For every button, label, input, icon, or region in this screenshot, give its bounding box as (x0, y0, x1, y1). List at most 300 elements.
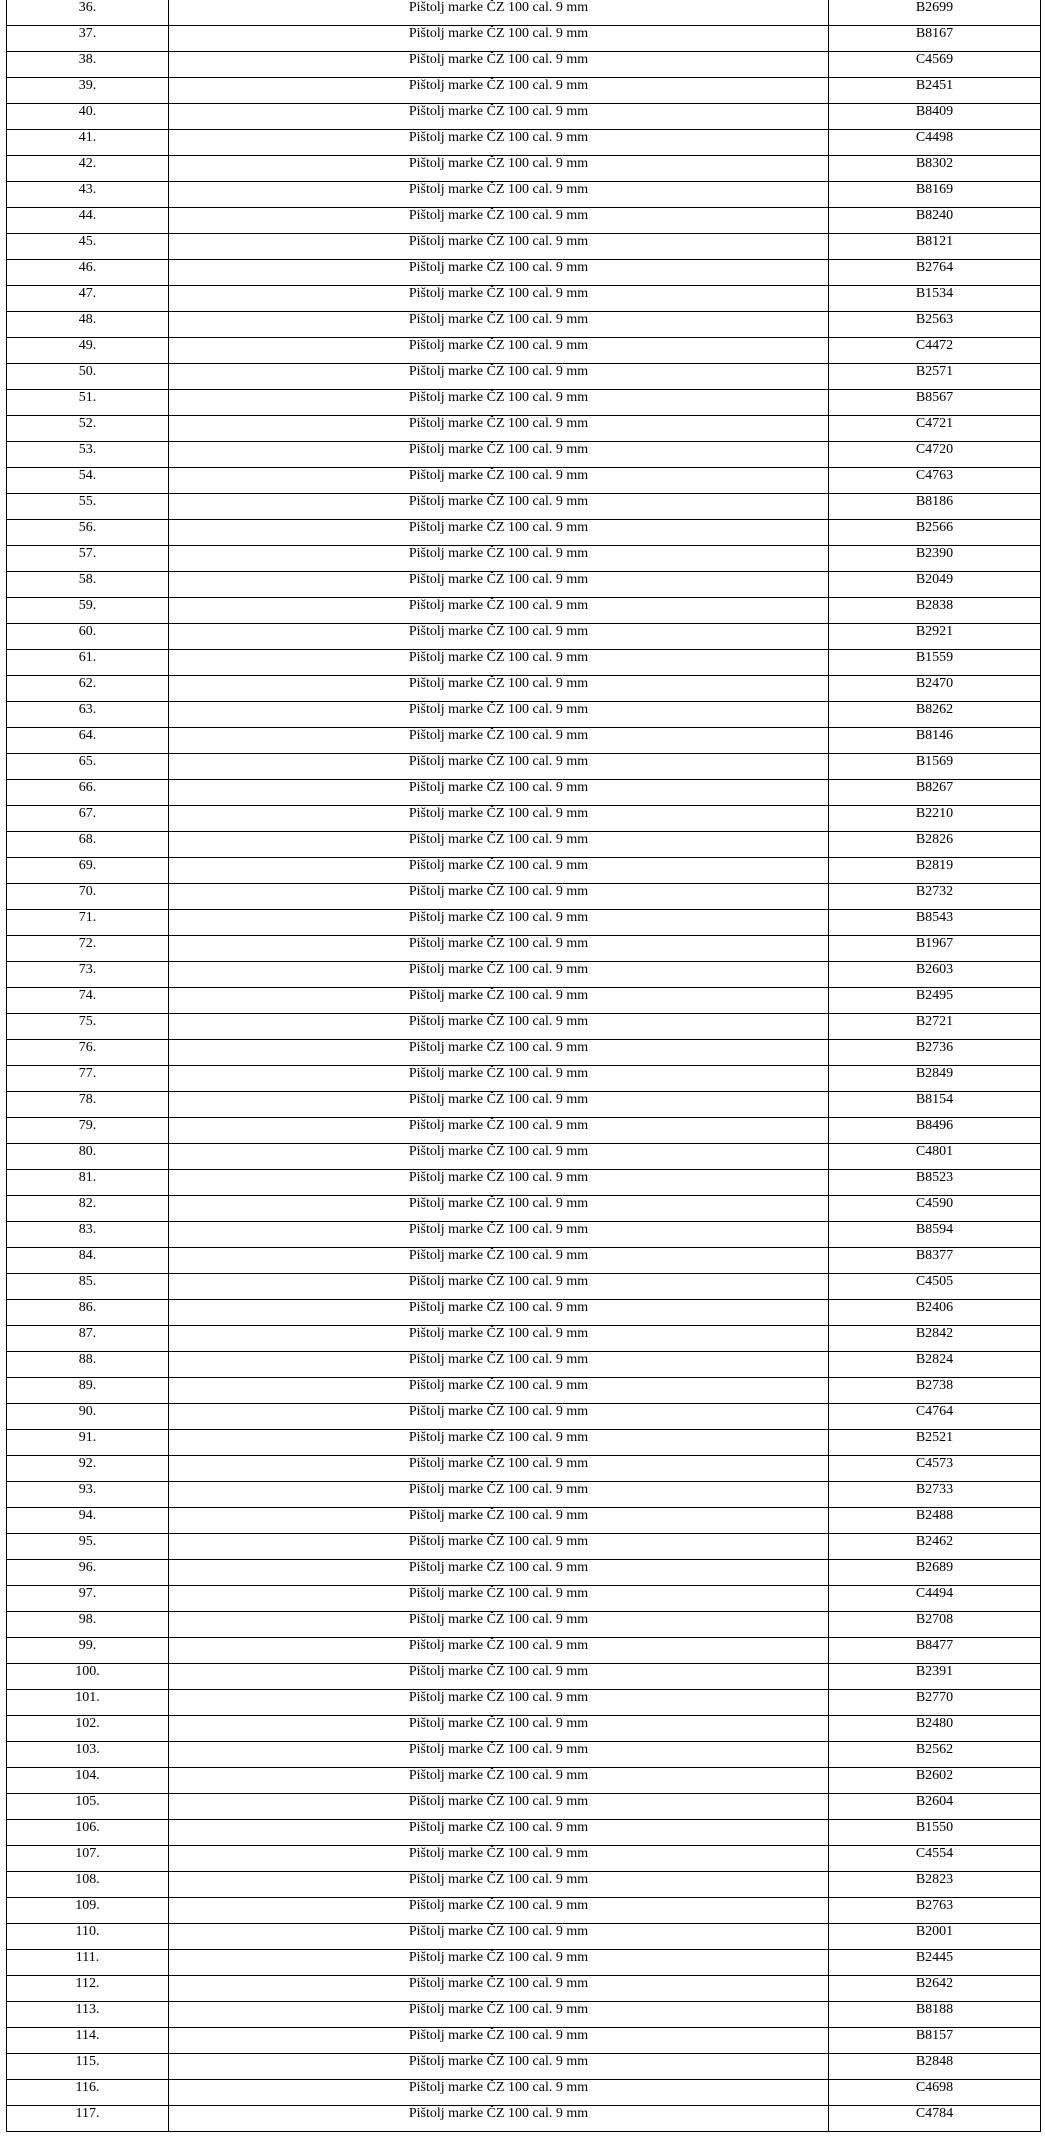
row-number-text: 103. (75, 1742, 100, 1757)
row-number-cell (7, 1430, 169, 1456)
serial-number-cell (829, 780, 1041, 806)
row-number-cell (7, 1950, 169, 1976)
table-row (7, 676, 1041, 702)
serial-number-text: B8594 (915, 1222, 954, 1237)
item-description-cell (169, 390, 829, 416)
serial-number-cell (829, 702, 1041, 728)
serial-number-text: B2049 (915, 572, 954, 587)
row-number-text: 75. (78, 1014, 97, 1029)
serial-number-cell (829, 52, 1041, 78)
serial-number-cell (829, 0, 1041, 26)
serial-number-text: B2462 (915, 1534, 954, 1549)
table-row (7, 338, 1041, 364)
serial-number-text: B8188 (915, 2002, 954, 2017)
row-number-cell (7, 754, 169, 780)
serial-number-cell (829, 182, 1041, 208)
serial-number-text: B2571 (915, 364, 954, 379)
item-description-cell (169, 1352, 829, 1378)
row-number-cell (7, 2106, 169, 2132)
row-number-cell (7, 468, 169, 494)
item-description-cell (169, 1456, 829, 1482)
item-description-cell (169, 546, 829, 572)
row-number-cell (7, 1820, 169, 1846)
item-description-cell (169, 1170, 829, 1196)
serial-number-cell (829, 1326, 1041, 1352)
table-row (7, 2054, 1041, 2080)
row-number-text: 91. (78, 1430, 97, 1445)
item-description-cell (169, 78, 829, 104)
serial-number-cell (829, 2106, 1041, 2132)
serial-number-cell (829, 390, 1041, 416)
row-number-cell (7, 1118, 169, 1144)
item-description-text: Pištolj marke ČZ 100 cal. 9 mm (408, 1924, 589, 1939)
serial-number-cell (829, 1404, 1041, 1430)
item-description-text: Pištolj marke ČZ 100 cal. 9 mm (408, 338, 589, 353)
serial-number-text: B2764 (915, 260, 954, 275)
serial-number-text: B2210 (915, 806, 954, 821)
serial-number-cell (829, 936, 1041, 962)
table-row (7, 988, 1041, 1014)
item-description-cell (169, 832, 829, 858)
row-number-cell (7, 26, 169, 52)
serial-number-cell (829, 988, 1041, 1014)
item-description-text: Pištolj marke ČZ 100 cal. 9 mm (408, 1716, 589, 1731)
row-number-text: 95. (78, 1534, 97, 1549)
row-number-cell (7, 234, 169, 260)
row-number-text: 58. (78, 572, 97, 587)
item-description-text: Pištolj marke ČZ 100 cal. 9 mm (408, 1248, 589, 1263)
row-number-text: 78. (78, 1092, 97, 1107)
serial-number-cell (829, 286, 1041, 312)
row-number-cell (7, 1690, 169, 1716)
weapons-table (6, 0, 1041, 2132)
item-description-text: Pištolj marke ČZ 100 cal. 9 mm (408, 1300, 589, 1315)
serial-number-cell (829, 1040, 1041, 1066)
item-description-text: Pištolj marke ČZ 100 cal. 9 mm (408, 1612, 589, 1627)
item-description-cell (169, 858, 829, 884)
serial-number-text: B8523 (915, 1170, 954, 1185)
item-description-text: Pištolj marke ČZ 100 cal. 9 mm (408, 1378, 589, 1393)
serial-number-text: B2848 (915, 2054, 954, 2069)
serial-number-cell (829, 1716, 1041, 1742)
table-row (7, 156, 1041, 182)
table-row (7, 1534, 1041, 1560)
item-description-text: Pištolj marke ČZ 100 cal. 9 mm (408, 910, 589, 925)
serial-number-text: B2406 (915, 1300, 954, 1315)
item-description-cell (169, 1378, 829, 1404)
item-description-cell (169, 962, 829, 988)
table-row (7, 884, 1041, 910)
item-description-text: Pištolj marke ČZ 100 cal. 9 mm (408, 182, 589, 197)
item-description-text: Pištolj marke ČZ 100 cal. 9 mm (408, 1144, 589, 1159)
row-number-text: 59. (78, 598, 97, 613)
item-description-text: Pištolj marke ČZ 100 cal. 9 mm (408, 208, 589, 223)
serial-number-cell (829, 572, 1041, 598)
row-number-cell (7, 1586, 169, 1612)
row-number-cell (7, 494, 169, 520)
serial-number-text: C4554 (915, 1846, 954, 1861)
serial-number-cell (829, 1950, 1041, 1976)
item-description-cell (169, 286, 829, 312)
row-number-text: 79. (78, 1118, 97, 1133)
row-number-text: 49. (78, 338, 97, 353)
serial-number-text: B1550 (915, 1820, 954, 1835)
item-description-cell (169, 1820, 829, 1846)
row-number-cell (7, 1144, 169, 1170)
item-description-cell (169, 2106, 829, 2132)
serial-number-cell (829, 416, 1041, 442)
table-row (7, 1872, 1041, 1898)
table-row (7, 0, 1041, 26)
row-number-text: 57. (78, 546, 97, 561)
item-description-text: Pištolj marke ČZ 100 cal. 9 mm (408, 1196, 589, 1211)
serial-number-text: B2824 (915, 1352, 954, 1367)
item-description-cell (169, 1274, 829, 1300)
item-description-cell (169, 2002, 829, 2028)
row-number-cell (7, 910, 169, 936)
table-row (7, 858, 1041, 884)
serial-number-cell (829, 234, 1041, 260)
item-description-cell (169, 1534, 829, 1560)
row-number-text: 65. (78, 754, 97, 769)
row-number-text: 43. (78, 182, 97, 197)
table-row (7, 260, 1041, 286)
row-number-cell (7, 1274, 169, 1300)
serial-number-text: B2738 (915, 1378, 954, 1393)
item-description-cell (169, 1092, 829, 1118)
table-row (7, 52, 1041, 78)
row-number-cell (7, 1300, 169, 1326)
row-number-cell (7, 1404, 169, 1430)
table-row (7, 286, 1041, 312)
row-number-cell (7, 1560, 169, 1586)
item-description-text: Pištolj marke ČZ 100 cal. 9 mm (408, 624, 589, 639)
table-row (7, 234, 1041, 260)
row-number-cell (7, 1612, 169, 1638)
serial-number-text: B8409 (915, 104, 954, 119)
row-number-text: 89. (78, 1378, 97, 1393)
item-description-cell (169, 1300, 829, 1326)
serial-number-text: B2689 (915, 1560, 954, 1575)
table-row (7, 728, 1041, 754)
serial-number-text: B8496 (915, 1118, 954, 1133)
table-row (7, 1352, 1041, 1378)
item-description-cell (169, 130, 829, 156)
table-row (7, 1664, 1041, 1690)
row-number-text: 53. (78, 442, 97, 457)
row-number-text: 63. (78, 702, 97, 717)
item-description-cell (169, 1716, 829, 1742)
item-description-text: Pištolj marke ČZ 100 cal. 9 mm (408, 1482, 589, 1497)
item-description-text: Pištolj marke ČZ 100 cal. 9 mm (408, 676, 589, 691)
table-row (7, 1794, 1041, 1820)
item-description-cell (169, 26, 829, 52)
serial-number-cell (829, 1222, 1041, 1248)
item-description-text: Pištolj marke ČZ 100 cal. 9 mm (408, 1274, 589, 1289)
table-row (7, 572, 1041, 598)
serial-number-cell (829, 1144, 1041, 1170)
serial-number-text: B1534 (915, 286, 954, 301)
row-number-text: 48. (78, 312, 97, 327)
row-number-cell (7, 1248, 169, 1274)
item-description-text: Pištolj marke ČZ 100 cal. 9 mm (408, 2054, 589, 2069)
row-number-text: 102. (75, 1716, 100, 1731)
serial-number-cell (829, 260, 1041, 286)
serial-number-text: B2445 (915, 1950, 954, 1965)
row-number-cell (7, 884, 169, 910)
table-row (7, 1586, 1041, 1612)
row-number-text: 67. (78, 806, 97, 821)
serial-number-cell (829, 2028, 1041, 2054)
item-description-text: Pištolj marke ČZ 100 cal. 9 mm (408, 0, 589, 15)
serial-number-cell (829, 1170, 1041, 1196)
item-description-text: Pištolj marke ČZ 100 cal. 9 mm (408, 1586, 589, 1601)
serial-number-text: B8186 (915, 494, 954, 509)
table-row (7, 182, 1041, 208)
serial-number-text: C4764 (915, 1404, 954, 1419)
item-description-cell (169, 1950, 829, 1976)
row-number-cell (7, 832, 169, 858)
table-row (7, 910, 1041, 936)
item-description-cell (169, 1664, 829, 1690)
item-description-cell (169, 572, 829, 598)
row-number-cell (7, 676, 169, 702)
row-number-text: 51. (78, 390, 97, 405)
row-number-text: 81. (78, 1170, 97, 1185)
table-row (7, 546, 1041, 572)
serial-number-text: C4720 (915, 442, 954, 457)
item-description-cell (169, 1482, 829, 1508)
row-number-text: 44. (78, 208, 97, 223)
row-number-cell (7, 1040, 169, 1066)
serial-number-text: B8240 (915, 208, 954, 223)
serial-number-cell (829, 1534, 1041, 1560)
table-row (7, 1170, 1041, 1196)
table-row (7, 1612, 1041, 1638)
item-description-cell (169, 988, 829, 1014)
serial-number-text: B8167 (915, 26, 954, 41)
serial-number-text: B2521 (915, 1430, 954, 1445)
serial-number-text: B2736 (915, 1040, 954, 1055)
row-number-cell (7, 1768, 169, 1794)
serial-number-cell (829, 1482, 1041, 1508)
serial-number-cell (829, 624, 1041, 650)
item-description-text: Pištolj marke ČZ 100 cal. 9 mm (408, 1950, 589, 1965)
item-description-cell (169, 1612, 829, 1638)
item-description-cell (169, 1924, 829, 1950)
row-number-cell (7, 1378, 169, 1404)
row-number-cell (7, 1092, 169, 1118)
table-row (7, 1690, 1041, 1716)
table-row (7, 754, 1041, 780)
serial-number-cell (829, 78, 1041, 104)
serial-number-cell (829, 1092, 1041, 1118)
serial-number-cell (829, 1690, 1041, 1716)
table-row (7, 806, 1041, 832)
table-row (7, 1196, 1041, 1222)
row-number-text: 111. (75, 1950, 100, 1965)
item-description-text: Pištolj marke ČZ 100 cal. 9 mm (408, 1820, 589, 1835)
item-description-cell (169, 702, 829, 728)
item-description-text: Pištolj marke ČZ 100 cal. 9 mm (408, 52, 589, 67)
serial-number-cell (829, 1638, 1041, 1664)
table-row (7, 1820, 1041, 1846)
row-number-cell (7, 650, 169, 676)
serial-number-cell (829, 1820, 1041, 1846)
row-number-text: 104. (75, 1768, 100, 1783)
serial-number-cell (829, 1664, 1041, 1690)
serial-number-text: B2495 (915, 988, 954, 1003)
serial-number-text: B2763 (915, 1898, 954, 1913)
table-row (7, 2106, 1041, 2132)
row-number-text: 73. (78, 962, 97, 977)
serial-number-cell (829, 1378, 1041, 1404)
item-description-text: Pištolj marke ČZ 100 cal. 9 mm (408, 78, 589, 93)
table-row (7, 1378, 1041, 1404)
serial-number-text: C4472 (915, 338, 954, 353)
item-description-cell (169, 260, 829, 286)
row-number-cell (7, 1976, 169, 2002)
item-description-cell (169, 52, 829, 78)
serial-number-cell (829, 1612, 1041, 1638)
item-description-text: Pištolj marke ČZ 100 cal. 9 mm (408, 1560, 589, 1575)
table-row (7, 26, 1041, 52)
row-number-text: 47. (78, 286, 97, 301)
serial-number-cell (829, 1508, 1041, 1534)
row-number-cell (7, 728, 169, 754)
table-row (7, 598, 1041, 624)
row-number-cell (7, 572, 169, 598)
serial-number-text: C4573 (915, 1456, 954, 1471)
row-number-text: 56. (78, 520, 97, 535)
row-number-cell (7, 1066, 169, 1092)
serial-number-cell (829, 1768, 1041, 1794)
item-description-text: Pištolj marke ČZ 100 cal. 9 mm (408, 104, 589, 119)
row-number-text: 116. (75, 2080, 100, 2095)
item-description-cell (169, 1768, 829, 1794)
row-number-text: 52. (78, 416, 97, 431)
table-row (7, 104, 1041, 130)
table-row (7, 936, 1041, 962)
row-number-cell (7, 1846, 169, 1872)
item-description-text: Pištolj marke ČZ 100 cal. 9 mm (408, 1456, 589, 1471)
serial-number-text: B2470 (915, 676, 954, 691)
item-description-text: Pištolj marke ČZ 100 cal. 9 mm (408, 1118, 589, 1133)
item-description-cell (169, 364, 829, 390)
row-number-text: 117. (75, 2106, 100, 2121)
item-description-text: Pištolj marke ČZ 100 cal. 9 mm (408, 1430, 589, 1445)
serial-number-text: B8267 (915, 780, 954, 795)
table-row (7, 1118, 1041, 1144)
table-row (7, 1274, 1041, 1300)
table-row (7, 1716, 1041, 1742)
serial-number-cell (829, 598, 1041, 624)
serial-number-cell (829, 104, 1041, 130)
row-number-cell (7, 130, 169, 156)
item-description-text: Pištolj marke ČZ 100 cal. 9 mm (408, 442, 589, 457)
item-description-text: Pištolj marke ČZ 100 cal. 9 mm (408, 728, 589, 743)
serial-number-cell (829, 2080, 1041, 2106)
item-description-text: Pištolj marke ČZ 100 cal. 9 mm (408, 494, 589, 509)
serial-number-cell (829, 1430, 1041, 1456)
row-number-text: 90. (78, 1404, 97, 1419)
item-description-text: Pištolj marke ČZ 100 cal. 9 mm (408, 1014, 589, 1029)
item-description-cell (169, 1742, 829, 1768)
row-number-text: 82. (78, 1196, 97, 1211)
table-row (7, 780, 1041, 806)
item-description-text: Pištolj marke ČZ 100 cal. 9 mm (408, 1326, 589, 1341)
table-row (7, 416, 1041, 442)
row-number-text: 84. (78, 1248, 97, 1263)
item-description-cell (169, 1586, 829, 1612)
serial-number-cell (829, 962, 1041, 988)
item-description-cell (169, 1040, 829, 1066)
item-description-cell (169, 1144, 829, 1170)
item-description-cell (169, 1404, 829, 1430)
row-number-text: 86. (78, 1300, 97, 1315)
item-description-cell (169, 104, 829, 130)
item-description-cell (169, 1222, 829, 1248)
row-number-cell (7, 78, 169, 104)
row-number-text: 64. (78, 728, 97, 743)
serial-number-text: C4494 (915, 1586, 954, 1601)
row-number-cell (7, 1014, 169, 1040)
item-description-cell (169, 754, 829, 780)
item-description-text: Pištolj marke ČZ 100 cal. 9 mm (408, 832, 589, 847)
row-number-cell (7, 2054, 169, 2080)
serial-number-text: B8146 (915, 728, 954, 743)
item-description-text: Pištolj marke ČZ 100 cal. 9 mm (408, 1690, 589, 1705)
row-number-text: 115. (75, 2054, 100, 2069)
serial-number-cell (829, 728, 1041, 754)
serial-number-cell (829, 338, 1041, 364)
table-row (7, 1846, 1041, 1872)
item-description-cell (169, 884, 829, 910)
item-description-cell (169, 182, 829, 208)
row-number-cell (7, 286, 169, 312)
row-number-text: 74. (78, 988, 97, 1003)
serial-number-text: B2488 (915, 1508, 954, 1523)
row-number-cell (7, 520, 169, 546)
table-row (7, 468, 1041, 494)
row-number-cell (7, 156, 169, 182)
row-number-text: 112. (75, 1976, 100, 1991)
serial-number-text: B2732 (915, 884, 954, 899)
row-number-text: 72. (78, 936, 97, 951)
serial-number-text: C4784 (915, 2106, 954, 2121)
serial-number-cell (829, 1586, 1041, 1612)
serial-number-cell (829, 546, 1041, 572)
serial-number-text: B2390 (915, 546, 954, 561)
item-description-cell (169, 1690, 829, 1716)
row-number-cell (7, 2028, 169, 2054)
row-number-cell (7, 1872, 169, 1898)
item-description-text: Pištolj marke ČZ 100 cal. 9 mm (408, 1794, 589, 1809)
row-number-cell (7, 624, 169, 650)
serial-number-cell (829, 1300, 1041, 1326)
item-description-text: Pištolj marke ČZ 100 cal. 9 mm (408, 260, 589, 275)
table-row (7, 1404, 1041, 1430)
serial-number-text: B2770 (915, 1690, 954, 1705)
serial-number-text: B8567 (915, 390, 954, 405)
item-description-cell (169, 1794, 829, 1820)
serial-number-cell (829, 754, 1041, 780)
item-description-text: Pištolj marke ČZ 100 cal. 9 mm (408, 1508, 589, 1523)
serial-number-text: B2823 (915, 1872, 954, 1887)
row-number-text: 37. (78, 26, 97, 41)
serial-number-text: B2604 (915, 1794, 954, 1809)
row-number-text: 98. (78, 1612, 97, 1627)
